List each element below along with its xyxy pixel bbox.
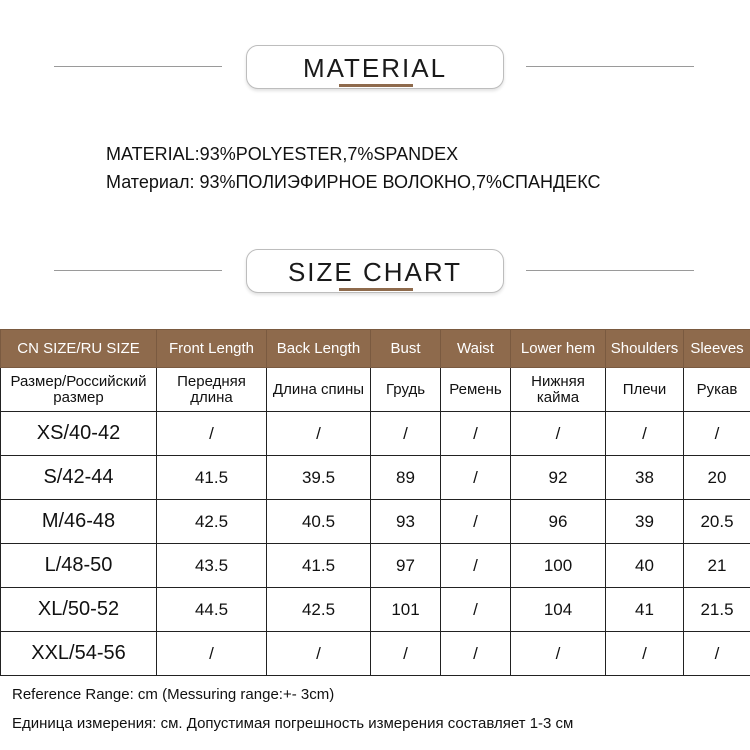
table-cell: 38	[606, 456, 684, 500]
table-row	[1, 544, 750, 588]
table-cell: 104	[511, 588, 606, 632]
table-cell: 43.5	[157, 544, 267, 588]
table-cell: XXL/54-56	[1, 632, 157, 676]
table-cell: M/46-48	[1, 500, 157, 544]
size-chart-title: SIZE CHART	[287, 257, 463, 287]
table-cell: 44.5	[157, 588, 267, 632]
table-cell: 42.5	[267, 588, 371, 632]
table-row	[1, 456, 750, 500]
table-cell: /	[441, 588, 511, 632]
reference-range-note: Reference Range: cm (Messuring range:+- 3cm)	[12, 686, 335, 703]
table-cell: 40.5	[267, 500, 371, 544]
header-ru-front-length: Передняя длина	[157, 368, 267, 412]
table-cell: 21	[684, 544, 750, 588]
size-chart-section-header	[0, 249, 750, 299]
table-row	[1, 412, 750, 456]
divider-left	[54, 270, 222, 271]
header-sleeves: Sleeves	[684, 330, 750, 368]
size-chart-title-pill	[246, 249, 504, 293]
header-shoulders: Shoulders	[606, 330, 684, 368]
table-cell: L/48-50	[1, 544, 157, 588]
header-waist: Waist	[441, 330, 511, 368]
table-cell: 39.5	[267, 456, 371, 500]
table-cell: 20	[684, 456, 750, 500]
divider-left	[54, 66, 222, 67]
header-ru-lower-hem: Нижняя кайма	[511, 368, 606, 412]
table-cell: 41.5	[267, 544, 371, 588]
divider-right	[526, 66, 694, 67]
table-cell: /	[371, 412, 441, 456]
table-cell: /	[511, 412, 606, 456]
table-row	[1, 500, 750, 544]
table-cell: 101	[371, 588, 441, 632]
table-cell: S/42-44	[1, 456, 157, 500]
material-title: MATERIAL	[302, 53, 448, 83]
header-ru-waist: Ремень	[441, 368, 511, 412]
header-row	[1, 330, 750, 368]
table-cell: XS/40-42	[1, 412, 157, 456]
table-cell: 93	[371, 500, 441, 544]
table-cell: /	[441, 632, 511, 676]
table-cell: /	[441, 412, 511, 456]
table-cell: 89	[371, 456, 441, 500]
table-cell: /	[606, 412, 684, 456]
header-ru-back-length: Длина спины	[267, 368, 371, 412]
table-row	[1, 588, 750, 632]
header-size: CN SIZE/RU SIZE	[1, 330, 157, 368]
title-underline	[339, 288, 413, 291]
table-cell: 41.5	[157, 456, 267, 500]
header-ru-bust: Грудь	[371, 368, 441, 412]
table-cell: /	[157, 632, 267, 676]
header-ru-sleeves: Рукав	[684, 368, 750, 412]
table-cell: /	[684, 412, 750, 456]
material-section-header	[0, 45, 750, 95]
header-bust: Bust	[371, 330, 441, 368]
table-row	[1, 632, 750, 676]
table-cell: 92	[511, 456, 606, 500]
size-chart-table	[0, 329, 750, 676]
table-cell: 39	[606, 500, 684, 544]
table-cell: 21.5	[684, 588, 750, 632]
table-cell: /	[267, 412, 371, 456]
title-underline	[339, 84, 413, 87]
table-cell: /	[157, 412, 267, 456]
table-cell: /	[684, 632, 750, 676]
material-line-ru: Материал: 93%ПОЛИЭФИРНОЕ ВОЛОКНО,7%СПАНДЕКС	[106, 172, 601, 192]
table-cell: /	[441, 500, 511, 544]
table-cell: /	[441, 544, 511, 588]
material-title-pill	[246, 45, 504, 89]
header-ru-size: Размер/Российский размер	[1, 368, 157, 412]
header-ru-shoulders: Плечи	[606, 368, 684, 412]
table-cell: 97	[371, 544, 441, 588]
header-row-ru	[1, 368, 750, 412]
table-cell: 96	[511, 500, 606, 544]
table-cell: 42.5	[157, 500, 267, 544]
header-back-length: Back Length	[267, 330, 371, 368]
table-cell: 41	[606, 588, 684, 632]
table-cell: /	[371, 632, 441, 676]
header-lower-hem: Lower hem	[511, 330, 606, 368]
table-cell: /	[441, 456, 511, 500]
header-front-length: Front Length	[157, 330, 267, 368]
table-cell: XL/50-52	[1, 588, 157, 632]
material-line-en: MATERIAL:93%POLYESTER,7%SPANDEX	[106, 144, 459, 164]
table-cell: 40	[606, 544, 684, 588]
table-cell: 20.5	[684, 500, 750, 544]
table-cell: 100	[511, 544, 606, 588]
measurement-note-ru: Единица измерения: см. Допустимая погрешность измерения составляет 1-3 см	[12, 715, 574, 732]
table-cell: /	[511, 632, 606, 676]
table-cell: /	[267, 632, 371, 676]
divider-right	[526, 270, 694, 271]
table-cell: /	[606, 632, 684, 676]
